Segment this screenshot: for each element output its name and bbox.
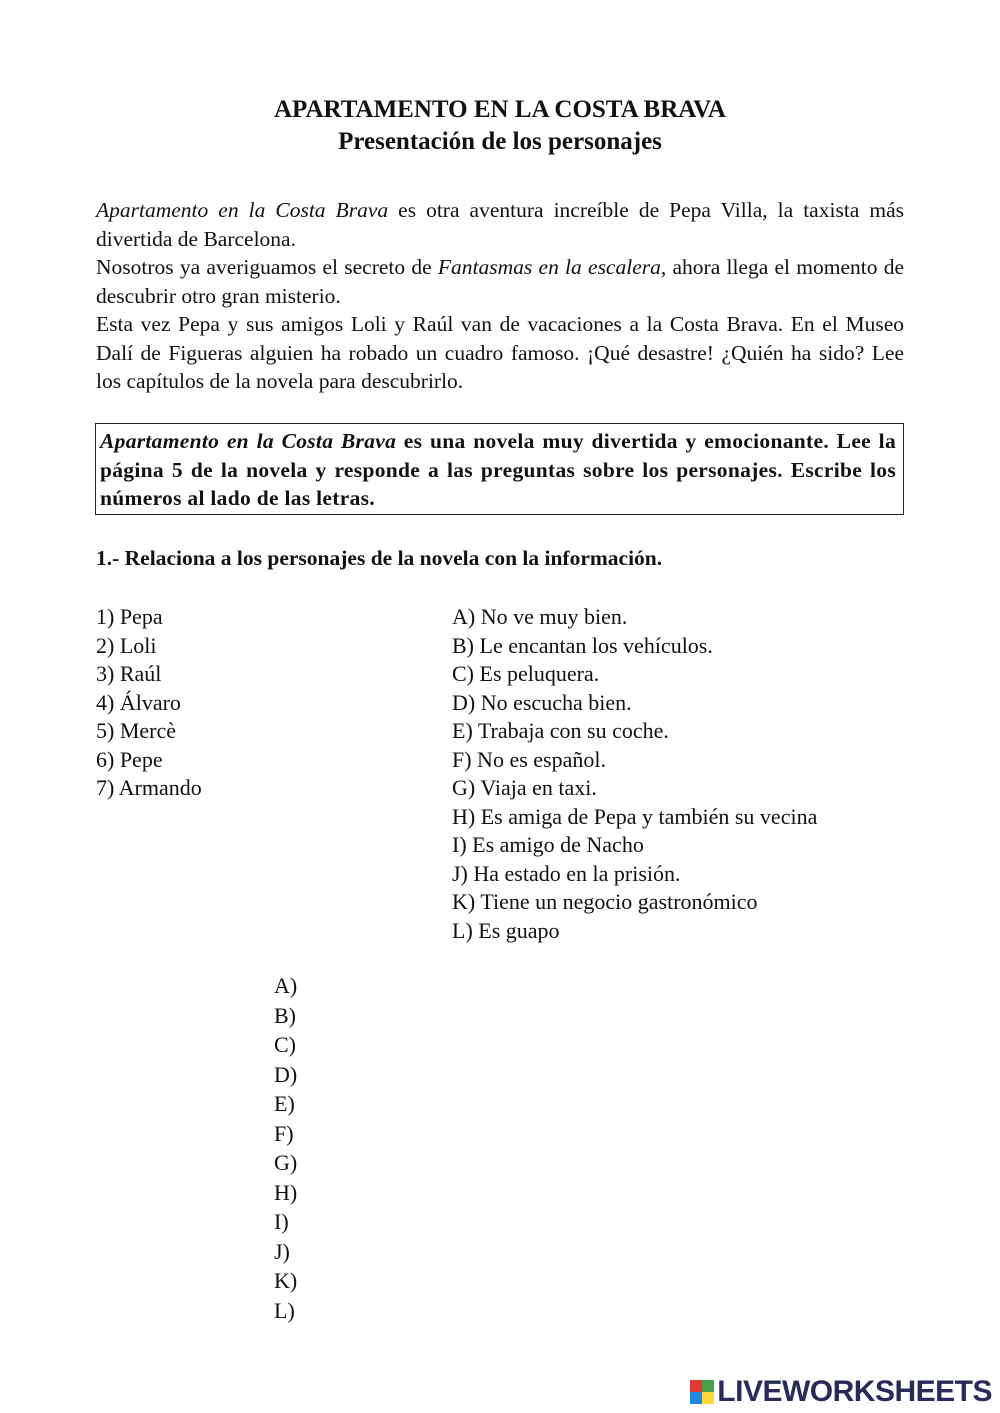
answer-item — [274, 1089, 365, 1119]
character-item: 6) Pepe — [96, 746, 163, 772]
information-item: L) Es guapo — [452, 917, 560, 943]
answer-item — [274, 1296, 365, 1326]
liveworksheets-logo — [690, 1375, 992, 1409]
answer-input[interactable] — [303, 1089, 363, 1111]
answer-input[interactable] — [305, 1266, 365, 1288]
page-title: APARTAMENTO EN LA COSTA BRAVA — [274, 96, 726, 123]
intro-paragraph-3: Esta vez Pepa y sus amigos Loli y Raúl van de vacaciones a la Costa Brava. En el Museo Dalí de Figueras alguien ha robado un cuadro famoso. ¡Qué desastre! ¿Quién ha sido? Lee los capítulos de la novela para descubrirlo. — [96, 312, 904, 393]
character-list — [96, 603, 202, 803]
answer-label: B) — [274, 1002, 296, 1028]
answer-label: A) — [274, 973, 298, 998]
information-list — [452, 603, 817, 945]
answer-item — [274, 1178, 365, 1208]
answer-input[interactable] — [305, 1060, 365, 1082]
answer-list — [274, 971, 365, 1325]
intro-text-2a: Nosotros ya averiguamos el secreto de — [96, 255, 438, 279]
logo-text: LIVEWORKSHEETS — [717, 1375, 992, 1408]
answer-input[interactable] — [305, 1178, 365, 1200]
answer-input[interactable] — [304, 1001, 364, 1023]
intro-paragraph-1 — [96, 196, 904, 253]
novel-title: Apartamento en la Costa Brava — [96, 198, 389, 222]
answer-label: H) — [274, 1179, 298, 1205]
character-item: 1) Pepa — [96, 604, 163, 629]
answer-item — [274, 1001, 365, 1031]
answer-label: E) — [274, 1091, 295, 1116]
answer-input[interactable] — [304, 1030, 364, 1052]
intro-text-2b: , ahora llega el momento de descubrir otro gran misterio. — [96, 255, 904, 308]
information-item: F) No es español. — [452, 746, 606, 772]
logo-square-blue — [690, 1392, 702, 1404]
information-item: B) Le encantan los vehículos. — [452, 632, 713, 658]
character-item: 5) Mercè — [96, 718, 177, 743]
answer-item — [274, 971, 365, 1001]
answer-item — [274, 1266, 365, 1296]
character-item: 2) Loli — [96, 632, 157, 658]
answer-label: K) — [274, 1268, 298, 1293]
answer-label: I) — [274, 1209, 289, 1234]
information-item: J) Ha estado en la prisión. — [452, 860, 681, 886]
question-heading: 1.- Relaciona a los personajes de la novela con la información. — [96, 546, 663, 570]
logo-square-red — [690, 1380, 702, 1392]
character-item: 4) Álvaro — [96, 689, 181, 715]
answer-item — [274, 1237, 365, 1267]
answer-label: L) — [274, 1297, 295, 1323]
instruction-novel-title: Apartamento en la Costa Brava — [100, 429, 397, 453]
information-item: G) Viaja en taxi. — [452, 775, 597, 800]
instruction-box — [95, 423, 904, 515]
intro-paragraph-2 — [96, 253, 904, 310]
answer-input[interactable] — [305, 971, 365, 993]
answer-input[interactable] — [305, 1148, 365, 1170]
logo-square-yellow — [702, 1392, 714, 1404]
answer-input[interactable] — [297, 1207, 357, 1229]
answer-input[interactable] — [298, 1237, 358, 1259]
answer-item — [274, 1030, 365, 1060]
answer-label: F) — [274, 1120, 294, 1146]
answer-label: C) — [274, 1032, 296, 1057]
answer-item — [274, 1148, 365, 1178]
information-item: C) Es peluquera. — [452, 661, 600, 686]
intro-text — [96, 196, 904, 396]
intro-text-1: es otra aventura increíble de Pepa Villa, la taxista más divertida de Barcelona. — [96, 198, 904, 251]
instruction-text: es una novela muy divertida y emocionante. Lee la página 5 de la novela y responde a las preguntas sobre los personajes. Escribe los números al lado de las letras. — [100, 429, 896, 510]
page-subtitle: Presentación de los personajes — [338, 128, 662, 155]
character-item: 7) Armando — [96, 775, 202, 800]
logo-icon — [690, 1380, 714, 1404]
answer-input[interactable] — [302, 1119, 362, 1141]
information-item: D) No escucha bien. — [452, 689, 632, 715]
answer-item — [274, 1207, 365, 1237]
answer-input[interactable] — [303, 1296, 363, 1318]
answer-label: D) — [274, 1061, 298, 1087]
information-item: I) Es amigo de Nacho — [452, 832, 644, 857]
information-item: K) Tiene un negocio gastronómico — [452, 889, 758, 914]
answer-label: J) — [274, 1238, 290, 1264]
information-item: A) No ve muy bien. — [452, 604, 628, 629]
information-item: H) Es amiga de Pepa y también su vecina — [452, 803, 818, 829]
answer-item — [274, 1119, 365, 1149]
previous-novel-title: Fantasmas en la escalera — [437, 255, 661, 279]
answer-item — [274, 1060, 365, 1090]
answer-label: G) — [274, 1150, 298, 1175]
information-item: E) Trabaja con su coche. — [452, 718, 669, 743]
character-item: 3) Raúl — [96, 661, 162, 686]
logo-square-green — [702, 1380, 714, 1392]
